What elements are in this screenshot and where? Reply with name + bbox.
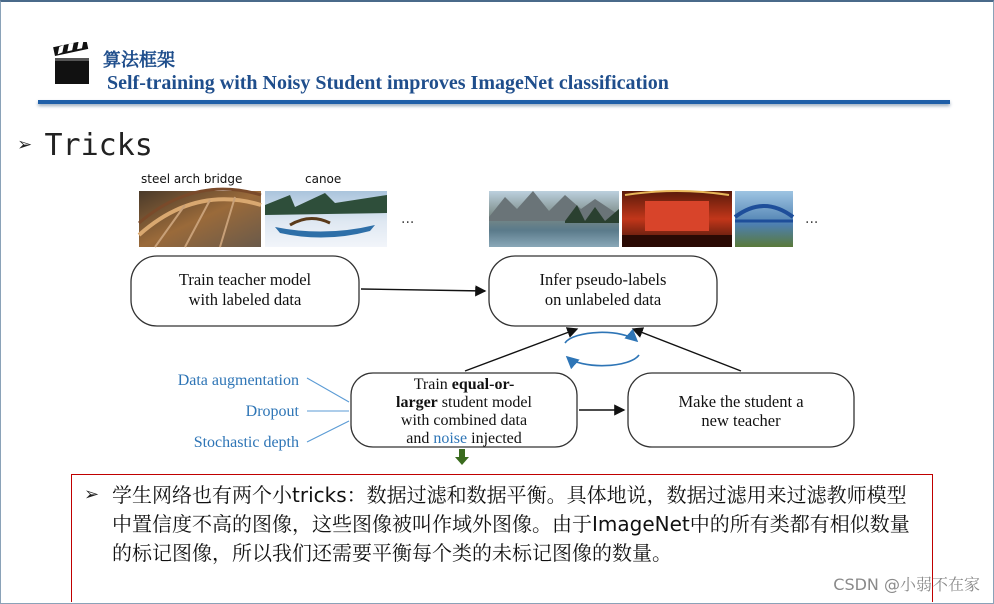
noise-label: Dropout — [245, 403, 299, 420]
node-make-new-teacher — [628, 373, 854, 447]
node-train-teacher — [131, 256, 359, 326]
explanation-box — [71, 474, 933, 602]
section-heading — [18, 128, 153, 163]
unlabeled-image-theater — [622, 191, 732, 247]
image-caption: canoe — [305, 172, 342, 186]
noise-connector — [307, 378, 349, 402]
noise-label: Data augmentation — [177, 372, 299, 389]
clapperboard-icon — [52, 42, 92, 86]
svg-text:Train teacher model: Train teacher model — [178, 270, 312, 289]
node-train-student — [351, 373, 577, 447]
more-images-ellipsis: ... — [805, 211, 819, 227]
labeled-image-canoe — [265, 191, 387, 247]
arrow-make-to-infer — [633, 329, 741, 371]
explanation-text: 学生网络也有两个小tricks：数据过滤和数据平衡。具体地说，数据过滤用来过滤教师模型中置信度不高的图像，这些图像被叫作域外图像。由于ImageNet中的所有类都有相似数量的标记图像，所以我们还需要平衡每个类的未标记图像的数量。 — [112, 483, 910, 565]
labeled-image-bridge — [139, 189, 261, 247]
unlabeled-image-blue-bridge — [735, 191, 793, 247]
node-infer-pseudo-labels — [489, 256, 717, 326]
svg-text:with labeled data: with labeled data — [188, 290, 302, 309]
watermark: CSDN @小弱不在家 — [833, 575, 980, 594]
slide-subtitle: Self-training with Noisy Student improves ImageNet classification — [107, 72, 669, 94]
svg-text:and noise injected: and noise injected — [406, 430, 522, 447]
arrow-student-to-infer — [465, 329, 577, 371]
section-heading-text: Tricks — [44, 128, 153, 163]
more-images-ellipsis: ... — [401, 211, 415, 227]
slide-title: 算法框架 — [103, 50, 175, 71]
bullet-arrow-icon: ➢ — [84, 484, 100, 505]
svg-text:Train equal-or-: Train equal-or- — [413, 376, 515, 393]
svg-text:Infer pseudo-labels: Infer pseudo-labels — [539, 270, 667, 289]
svg-text:new teacher: new teacher — [701, 411, 781, 430]
svg-text:Make the student a: Make the student a — [678, 392, 804, 411]
svg-text:with combined data: with combined data — [400, 412, 528, 429]
unlabeled-image-lake — [489, 191, 619, 247]
svg-text:on unlabeled data: on unlabeled data — [544, 290, 662, 309]
cycle-icon — [565, 332, 639, 365]
noise-label: Stochastic depth — [193, 434, 299, 451]
noisy-student-diagram — [125, 165, 865, 465]
arrow-teacher-to-infer — [361, 289, 485, 291]
image-caption: steel arch bridge — [141, 172, 243, 186]
bullet-arrow-icon: ➢ — [18, 131, 33, 159]
header-divider — [38, 100, 950, 104]
svg-text:larger student model: larger student model — [396, 394, 532, 411]
down-arrow-icon — [455, 449, 469, 465]
noise-connector — [307, 421, 349, 442]
